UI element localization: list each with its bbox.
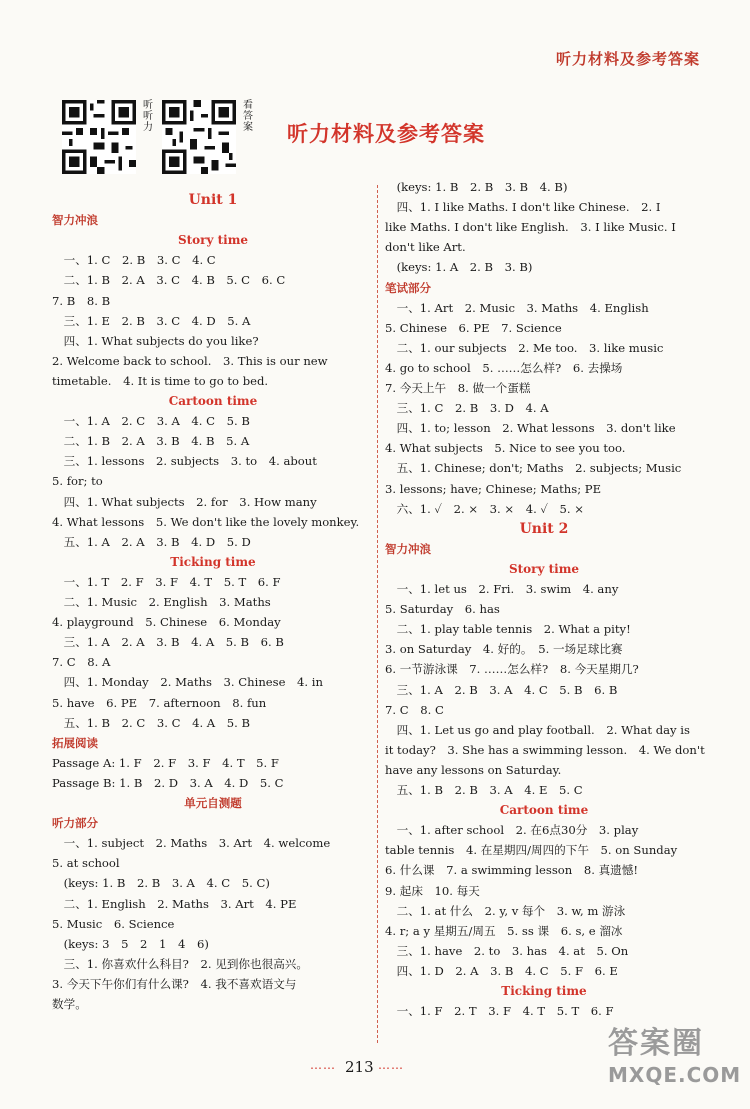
qr-label-left: 听听力 [143, 100, 153, 133]
answer-line-right: have any lessons on Saturday. [385, 762, 562, 777]
answer-line-right: 四、1. I like Maths. I don't like Chinese. 2. I [385, 200, 661, 215]
answer-line-left: 三、1. E 2. B 3. C 4. D 5. A [52, 313, 251, 328]
answer-line-left: 四、1. What subjects do you like? [52, 333, 259, 348]
answer-line-right: 5. Saturday 6. has [385, 602, 500, 617]
answer-line-left: 5. have 6. PE 7. afternoon 8. fun [52, 695, 267, 710]
answer-line-right: 9. 起床 10. 每天 [385, 883, 480, 898]
answer-line-right: 二、1. play table tennis 2. What a pity! [385, 622, 631, 637]
answer-line-left: 三、1. A 2. A 3. B 4. A 5. B 6. B [52, 635, 284, 650]
answer-line-right: 一、1. let us 2. Fri. 3. swim 4. any [385, 582, 619, 596]
answer-line-left: Unit 1 [188, 192, 238, 208]
answer-line-left: 数学。 [52, 997, 87, 1011]
answer-line-left: 二、1. B 2. A 3. B 4. B 5. A [52, 434, 250, 449]
answer-line-right: like Maths. I don't like English. 3. I like Music. I [385, 220, 676, 235]
running-header: 听力材料及参考答案 [555, 50, 700, 68]
page-dots-right: …… [378, 1058, 404, 1072]
answer-line-left: 一、1. subject 2. Maths 3. Art 4. welcome [52, 836, 331, 851]
answer-line-left: 拓展阅读 [52, 735, 98, 750]
answer-line-right: 3. on Saturday 4. 好的。 5. 一场足球比赛 [385, 642, 623, 657]
answer-line-right: 智力冲浪 [385, 541, 431, 556]
qr-code-right[interactable] [162, 100, 236, 174]
answer-line-right: 7. 今天上午 8. 做一个蛋糕 [385, 381, 531, 395]
answer-line-left: 听力部分 [52, 816, 98, 831]
answer-line-right: 6. 一节游泳课 7. ……怎么样? 8. 今天星期几? [385, 662, 639, 677]
page-number: 213 [345, 1058, 374, 1076]
watermark-bottom: MXQE.COM [608, 1063, 742, 1087]
watermark-top: 答案圈 [608, 1026, 704, 1061]
answer-line-right: 三、1. A 2. B 3. A 4. C 5. B 6. B [385, 682, 618, 697]
answer-line-left: 单元自测题 [184, 796, 242, 810]
answer-line-right: 六、1. ✓ 2. × 3. × 4. ✓ 5. × [385, 501, 584, 516]
answer-line-right: Ticking time [501, 984, 587, 998]
answer-line-left: 四、1. Monday 2. Maths 3. Chinese 4. in [52, 675, 323, 690]
answer-line-right: 4. r; a y 星期五/周五 5. ss 课 6. s, e 溜冰 [385, 923, 623, 938]
answer-line-left: (keys: 3 5 2 1 4 6) [52, 936, 209, 951]
answer-line-right: 一、1. Art 2. Music 3. Maths 4. English [385, 300, 649, 315]
answer-line-left: Passage A: 1. F 2. F 3. F 4. T 5. F [52, 755, 279, 770]
column-divider [377, 185, 378, 1043]
answer-line-left: Passage B: 1. B 2. D 3. A 4. D 5. C [52, 775, 284, 790]
answer-line-left: 一、1. T 2. F 3. F 4. T 5. T 6. F [52, 574, 281, 589]
answer-line-left: 3. 今天下午你们有什么课? 4. 我不喜欢语文与 [52, 976, 297, 991]
qr-label-right: 看答案 [243, 100, 253, 133]
answer-line-left: 7. B 8. B [52, 293, 111, 308]
answer-line-left: 二、1. English 2. Maths 3. Art 4. PE [52, 896, 297, 911]
answer-line-right: 3. lessons; have; Chinese; Maths; PE [385, 481, 602, 496]
answer-line-right: 三、1. C 2. B 3. D 4. A [385, 401, 549, 416]
answer-line-right: Cartoon time [499, 803, 589, 818]
answer-line-right: don't like Art. [385, 240, 466, 255]
watermark-logo [608, 1025, 742, 1097]
answer-line-left: 一、1. A 2. C 3. A 4. C 5. B [52, 414, 250, 429]
answer-line-left: 二、1. Music 2. English 3. Maths [52, 595, 271, 609]
answer-line-right: 四、1. Let us go and play football. 2. What day is [385, 722, 690, 737]
answer-line-right: table tennis 4. 在星期四/周四的下午 5. on Sunday [385, 843, 678, 858]
answer-line-left: (keys: 1. B 2. B 3. A 4. C 5. C) [52, 876, 270, 891]
answer-line-right: 五、1. B 2. B 3. A 4. E 5. C [385, 783, 583, 797]
answer-line-right: (keys: 1. B 2. B 3. B 4. B) [385, 180, 568, 194]
qr-code-icon [62, 100, 136, 174]
answer-line-right: (keys: 1. A 2. B 3. B) [385, 260, 533, 275]
answer-line-right: 二、1. our subjects 2. Me too. 3. like music [385, 340, 664, 355]
answer-line-left: 智力冲浪 [52, 213, 98, 228]
answer-line-right: 5. Chinese 6. PE 7. Science [385, 320, 562, 335]
answer-line-left: 三、1. lessons 2. subjects 3. to 4. about [52, 454, 317, 469]
qr-code-left[interactable] [62, 100, 136, 174]
answer-line-left: 五、1. A 2. A 3. B 4. D 5. D [52, 534, 251, 549]
answer-line-right: Unit 2 [519, 520, 569, 537]
answer-line-left: Story time [177, 233, 249, 248]
answer-line-right: 4. What subjects 5. Nice to see you too. [385, 441, 626, 456]
answer-line-left: 5. for; to [52, 474, 103, 489]
answer-line-right: 五、1. Chinese; don't; Maths 2. subjects; Music [385, 461, 682, 476]
answer-line-left: 7. C 8. A [52, 655, 111, 670]
answer-line-right: 7. C 8. C [385, 702, 444, 717]
answer-line-left: 5. at school [52, 856, 120, 871]
answer-line-right: it today? 3. She has a swimming lesson. 4. We don't [385, 742, 705, 757]
answer-line-left: 二、1. B 2. A 3. C 4. B 5. C 6. C [52, 273, 286, 288]
answer-line-right: 4. go to school 5. ……怎么样? 6. 去操场 [385, 360, 623, 375]
answer-line-left: 4. playground 5. Chinese 6. Monday [52, 615, 281, 630]
answer-line-left: Ticking time [170, 554, 256, 569]
qr-code-icon [162, 100, 236, 174]
page-dots-left: …… [310, 1058, 336, 1072]
answer-line-left: 2. Welcome back to school. 3. This is our new [52, 353, 328, 368]
page-title: 听力材料及参考答案 [287, 122, 485, 146]
answer-line-right: 6. 什么课 7. a swimming lesson 8. 真遗憾! [385, 863, 639, 878]
answer-line-right: 笔试部分 [385, 280, 431, 295]
answer-line-left: 五、1. B 2. C 3. C 4. A 5. B [52, 715, 251, 730]
answer-line-left: timetable. 4. It is time to go to bed. [52, 373, 269, 388]
answer-line-left: 三、1. 你喜欢什么科目? 2. 见到你也很高兴。 [52, 956, 308, 971]
answer-line-left: 5. Music 6. Science [52, 916, 175, 931]
answer-line-left: 一、1. C 2. B 3. C 4. C [52, 253, 216, 268]
answer-line-left: 四、1. What subjects 2. for 3. How many [52, 494, 317, 509]
answer-line-right: 四、1. to; lesson 2. What lessons 3. don't like [385, 421, 676, 436]
answer-line-right: 三、1. have 2. to 3. has 4. at 5. On [385, 943, 629, 958]
answer-line-left: Cartoon time [168, 394, 258, 408]
answer-line-right: 一、1. F 2. T 3. F 4. T 5. T 6. F [385, 1004, 614, 1019]
answer-line-left: 4. What lessons 5. We don't like the lovely monkey. [52, 514, 360, 529]
answer-line-right: 二、1. at 什么 2. y, v 每个 3. w, m 游泳 [385, 903, 626, 918]
answer-line-right: 一、1. after school 2. 在6点30分 3. play [385, 823, 639, 838]
answer-line-right: Story time [508, 561, 580, 576]
answer-line-right: 四、1. D 2. A 3. B 4. C 5. F 6. E [385, 963, 618, 978]
